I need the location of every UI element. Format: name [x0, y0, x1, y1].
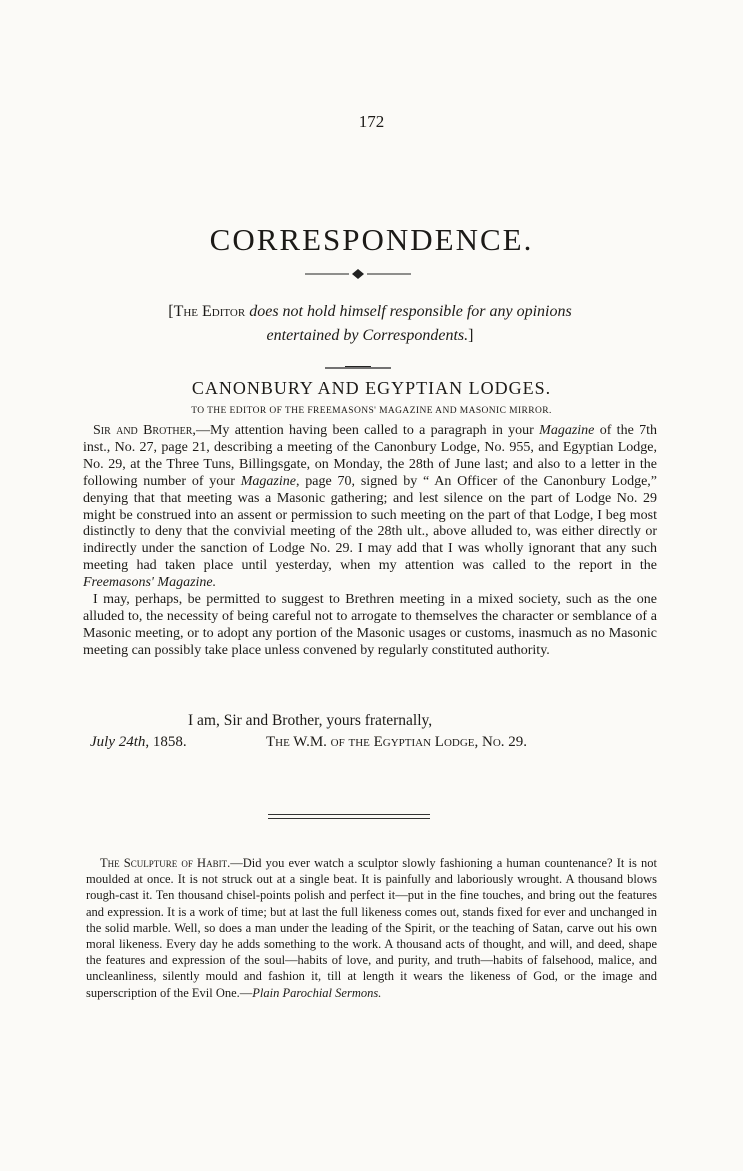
- editor-note-close: ]: [468, 327, 474, 344]
- editor-disclaimer: [110, 300, 630, 348]
- letter-text: , page 70, signed by “ An Officer of the Canonbury Lodge,” denying that that meeting was a Masonic gathering; and lest silence on the part of Lodge No. 29 might be construed into an assent or permission to such meeting on the part of that Lodge, I beg most distinctly to deny that the convivial meeting of the 28th ult., above alluded to, was either directly or indirectly under the sanction of Lodge No. 29. I may add that I was wholly ignorant that any such meeting had taken place until yesterday, when my attention was called to the report in the: [83, 473, 658, 574]
- letter-date-italic: July 24th: [90, 734, 146, 750]
- editor-note-text-2: entertained by Correspondents.: [266, 327, 469, 344]
- letter-closing: I am, Sir and Brother, yours fraternally,: [188, 712, 433, 729]
- excerpt-body: [86, 855, 657, 1001]
- section-rule: [268, 818, 430, 819]
- section-rule: [268, 814, 430, 815]
- ornamental-divider: [301, 268, 415, 280]
- editor-note-editor: The Editor: [173, 303, 246, 320]
- short-divider: [323, 362, 393, 374]
- excerpt-title: The Sculpture of Habit.: [100, 856, 231, 870]
- section-title: CORRESPONDENCE.: [209, 222, 534, 257]
- letter-text: of the 7th inst., No. 27, page 21, describing a meeting of the Canonbury Lodge, No. 955, and Egyptian Lodge, No. 29, at the Three Tuns, Billingsgate, on Monday, the 28th of June last; and also to a letter in the following number of your: [83, 423, 657, 489]
- letter-paragraph-1: [83, 423, 657, 592]
- article-title: CANONBURY AND EGYPTIAN LODGES.: [191, 378, 552, 398]
- excerpt-source: Plain Parochial Sermons.: [252, 985, 382, 1000]
- letter-italic: Freemasons' Magazine.: [83, 575, 217, 591]
- excerpt-text: —Did you ever watch a sculptor slowly fashioning a human countenance? It is not moulded at once. It is not struck out at a single beat. It is painfully and laboriously wrought. A thousand blows rough-cast it. Ten thousand chisel-points polish and perfect it—put in the fine touches, and bring out the features and expression. It is a work of time; but at last the full likeness comes out, stands fixed for ever and unchanged in the solid marble. Well, so does a man under the leading of the Spirit, or the teaching of Satan, carve out his own moral likeness. Every day he adds something to the work. A thousand acts of thought, and will, and deed, shape the features and expression of the soul—habits of love, and purity, and truth—habits of falsehood, malice, and uncleanliness, silently mould and fashion it, till at length it wears the likeness of God, or the image and superscription of the Evil One.—: [86, 856, 657, 1000]
- page-number: 172: [358, 112, 385, 131]
- letter-date: [90, 734, 187, 751]
- letter-address: TO THE EDITOR OF THE FREEMASONS' MAGAZINE AND MASONIC MIRROR.: [191, 406, 552, 416]
- letter-italic: Magazine: [240, 473, 296, 489]
- letter-paragraph-2: I may, perhaps, be permitted to suggest to Brethren meeting in a mixed society, such as the one alluded to, the necessity of being careful not to arrogate to themselves the character or semblance of a Masonic meeting, or to adopt any portion of the Masonic usages or customs, inasmuch as no Masonic meeting can possibly take place unless convened by regularly constituted authority.: [83, 592, 657, 658]
- editor-note-text-1: does not hold himself responsible for any opinions: [245, 303, 572, 320]
- letter-italic: Magazine: [539, 423, 595, 438]
- letter-date-year: , 1858.: [145, 734, 187, 750]
- letter-body: [83, 423, 657, 660]
- letter-text: —My attention having been called to a paragraph in your: [195, 423, 540, 438]
- letter-salutation: Sir and Brother,: [93, 423, 196, 438]
- excerpt-paragraph: [86, 855, 657, 1001]
- editor-note-open: [: [168, 303, 174, 320]
- letter-signature: The W.M. of the Egyptian Lodge, No. 29.: [266, 734, 528, 750]
